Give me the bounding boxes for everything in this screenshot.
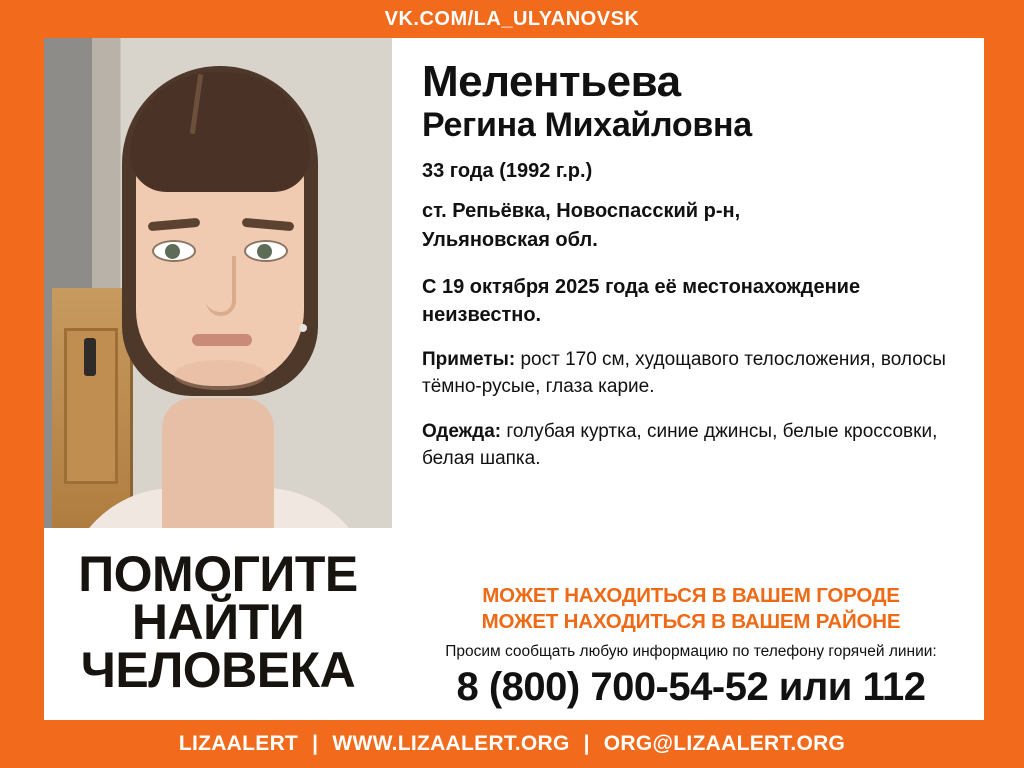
missing-since-line2: неизвестно. <box>422 304 542 327</box>
help-line-2: НАЙТИ <box>131 594 305 650</box>
alert-line-2: МОЖЕТ НАХОДИТЬСЯ В ВАШЕМ РАЙОНЕ <box>481 609 901 633</box>
footer-bar <box>0 720 1024 768</box>
person-place-line1: ст. Репьёвка, Новоспасский р-н, <box>422 200 741 223</box>
footer-separator-1: | <box>312 732 319 755</box>
right-column <box>392 38 984 720</box>
photo-neck <box>162 398 274 528</box>
person-clothes-text: голубая куртка, синие джинсы, белые кроссовки, белая шапка. <box>422 421 938 470</box>
help-find-person-block <box>44 528 392 720</box>
vk-link-text: VK.COM/LA_ULYANOVSK <box>384 7 640 30</box>
alert-block <box>422 583 960 635</box>
help-line-3: ЧЕЛОВЕКА <box>80 642 356 698</box>
person-signs <box>422 347 960 401</box>
photo-earring <box>299 324 307 332</box>
poster-body <box>0 38 1024 720</box>
help-line-1: ПОМОГИТЕ <box>78 546 358 602</box>
missing-since <box>422 273 960 329</box>
photo-nose <box>206 256 236 316</box>
person-signs-text: рост 170 см, худощавого телосложения, волосы тёмно-русые, глаза карие. <box>422 349 946 398</box>
person-signs-label: Приметы: <box>422 349 516 371</box>
footer-email[interactable]: ORG@LIZAALERT.ORG <box>603 732 846 755</box>
footer-separator-2: | <box>583 732 590 755</box>
person-place-line2: Ульяновская обл. <box>422 229 598 252</box>
person-place <box>422 197 960 255</box>
person-age: 33 года (1992 г.р.) <box>422 160 593 183</box>
photo-mouth <box>192 334 252 346</box>
left-column <box>44 38 392 720</box>
photo-door-handle <box>84 338 96 376</box>
photo-wall-left <box>44 38 92 288</box>
photo-iris-right <box>257 244 272 259</box>
photo-chin <box>174 360 266 390</box>
person-surname: Мелентьева <box>422 57 681 106</box>
photo-iris-left <box>165 244 180 259</box>
alert-line-1: МОЖЕТ НАХОДИТЬСЯ В ВАШЕМ ГОРОДЕ <box>482 583 900 607</box>
right-column-spacer <box>422 473 960 582</box>
footer-website[interactable]: WWW.LIZAALERT.ORG <box>332 732 570 755</box>
person-clothes-label: Одежда: <box>422 421 502 443</box>
hotline-phone: 8 (800) 700-54-52 или 112 <box>456 665 926 709</box>
footer-org: LIZAALERT <box>178 732 299 755</box>
person-firstname-patronymic: Регина Михайловна <box>422 105 752 144</box>
person-photo <box>44 38 392 528</box>
person-clothes <box>422 419 960 473</box>
inform-text: Просим сообщать любую информацию по телефону горячей линии: <box>445 643 937 660</box>
vk-link-bar <box>0 0 1024 38</box>
missing-since-line1: С 19 октября 2025 года её местонахождение <box>422 276 861 299</box>
